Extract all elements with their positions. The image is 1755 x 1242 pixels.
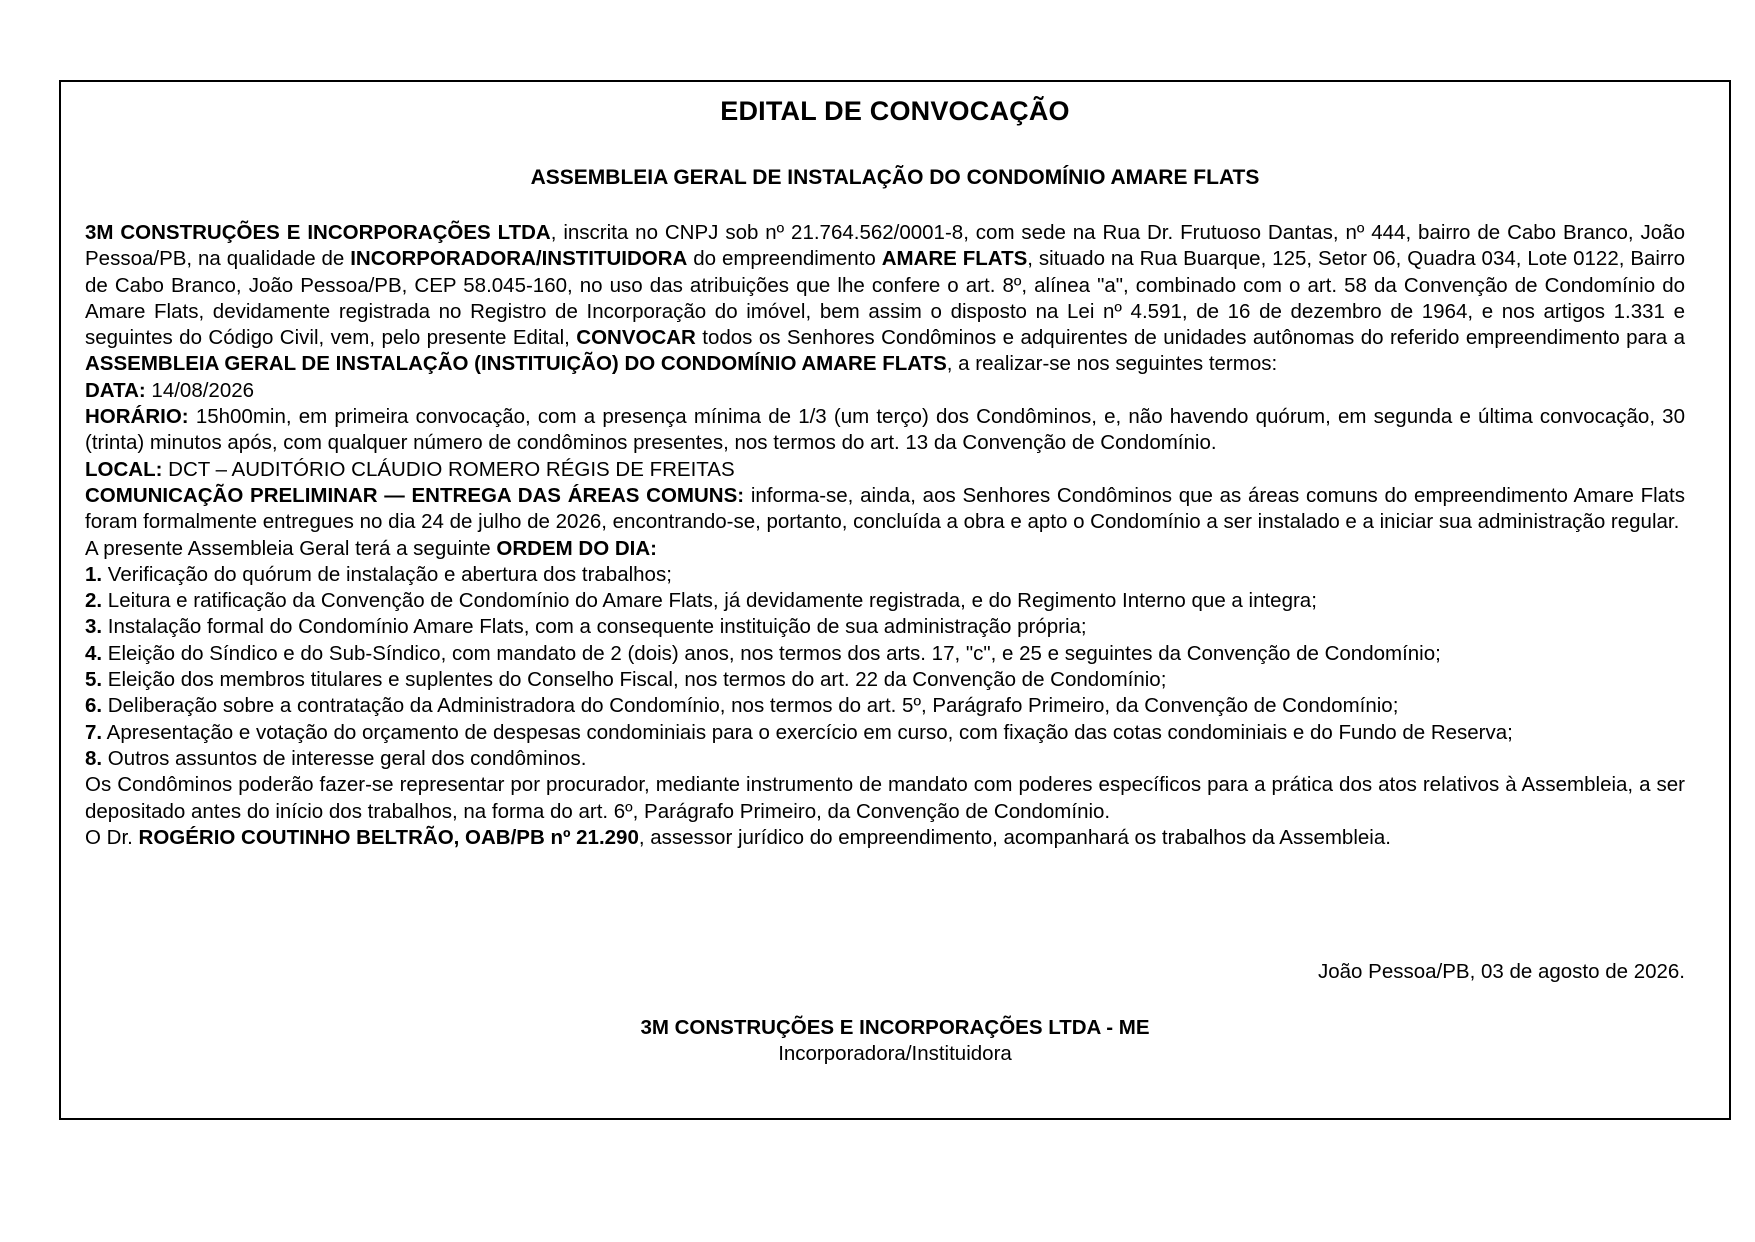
- advisor-name: ROGÉRIO COUTINHO BELTRÃO, OAB/PB nº 21.290: [138, 825, 639, 849]
- intro-text-3: , situado na Rua Buarque, 125, Setor 06, Quadra 034, Lote 0122, Bairro de Cabo Branco, João Pessoa/PB, CEP 58.045-160, no uso das atribuições que lhe confere o art. 8º, alínea "a", combinado com o art. 58 da Convenção de Condomínio do Amare Flats, devidamente registrada no Registro de Incorporação do imóvel, bem assim o disposto na Lei nº 4.591, de 16 de dezembro de 1964, e nos artigos 1.331 e seguintes do Código Civil, vem, pelo presente Edital,: [85, 247, 1686, 350]
- page-title: EDITAL DE CONVOCAÇÃO: [720, 96, 1070, 126]
- agenda-item: [85, 588, 1685, 614]
- agenda-item-number: 7.: [85, 720, 103, 744]
- date-value: 14/08/2026: [145, 378, 255, 402]
- preliminary-text: informa-se, ainda, aos Senhores Condôminos que as áreas comuns do empreendimento Amare Flats foram formalmente entregues no dia 24 de julho de 2026, encontrando-se, portanto, concluída a obra e apto o Condomínio a ser instalado e a iniciar sua administração regular.: [85, 483, 1686, 534]
- agenda-item-text: Leitura e ratificação da Convenção de Condomínio do Amare Flats, já devidamente registrada, e do Regimento Interno que a integra;: [102, 589, 1317, 613]
- agenda-item: [85, 667, 1685, 693]
- company-name: 3M CONSTRUÇÕES E INCORPORAÇÕES LTDA: [85, 221, 551, 244]
- advisor-suffix: , assessor jurídico do empreendimento, acompanhará os trabalhos da Assembleia.: [638, 825, 1391, 849]
- location-label: LOCAL:: [85, 457, 163, 481]
- agenda-item: [85, 641, 1685, 667]
- agenda-intro-text: A presente Assembleia Geral terá a seguinte: [85, 536, 497, 560]
- agenda-item-text: Outros assuntos de interesse geral dos condôminos.: [102, 746, 587, 770]
- agenda-item-text: Eleição dos membros titulares e suplentes do Conselho Fiscal, nos termos do art. 22 da Convenção de Condomínio;: [102, 668, 1167, 692]
- developer-role: INCORPORADORA/INSTITUIDORA: [350, 247, 688, 271]
- notice-frame: [59, 80, 1731, 1120]
- convocar-word: CONVOCAR: [576, 326, 696, 350]
- intro-text-2: do empreendimento: [687, 247, 882, 271]
- agenda-label: ORDEM DO DIA:: [496, 536, 657, 560]
- agenda-item: [85, 746, 1685, 772]
- time-value: 15h00min, em primeira convocação, com a presença mínima de 1/3 (um terço) dos Condôminos, e, não havendo quórum, em segunda e última convocação, 30 (trinta) minutos após, com qualquer número de condôminos presentes, nos termos do art. 13 da Convenção de Condomínio.: [85, 405, 1685, 455]
- agenda-item: [85, 614, 1685, 640]
- location-field: [85, 457, 1685, 483]
- agenda-item: [85, 693, 1685, 719]
- advisor-prefix: O Dr.: [85, 825, 139, 849]
- legal-advisor-paragraph: [85, 825, 1685, 851]
- agenda-item-number: 8.: [85, 746, 103, 770]
- signature-company: 3M CONSTRUÇÕES E INCORPORAÇÕES LTDA - ME: [640, 1016, 1150, 1039]
- preliminary-notice: [85, 483, 1685, 536]
- agenda-item: [85, 562, 1685, 588]
- agenda-item-text: Instalação formal do Condomínio Amare Flats, com a consequente instituição de sua administração própria;: [102, 615, 1087, 639]
- date-field: [85, 378, 1685, 404]
- intro-text-1: , inscrita no CNPJ sob nº 21.764.562/0001-8, com sede na Rua Dr. Frutuoso Dantas, nº 444, bairro de Cabo Branco, João Pessoa/PB, na qualidade de: [85, 221, 1685, 271]
- proxy-paragraph: Os Condôminos poderão fazer-se representar por procurador, mediante instrumento de mandato com poderes específicos para a prática dos atos relativos à Assembleia, a ser depositado antes do início dos trabalhos, na forma do art. 6º, Parágrafo Primeiro, da Convenção de Condomínio.: [85, 773, 1685, 823]
- location-value: DCT – AUDITÓRIO CLÁUDIO ROMERO RÉGIS DE FREITAS: [162, 457, 735, 481]
- agenda-item-number: 2.: [85, 589, 103, 613]
- assembly-name: ASSEMBLEIA GERAL DE INSTALAÇÃO (INSTITUIÇÃO) DO CONDOMÍNIO AMARE FLATS: [85, 352, 947, 376]
- date-label: DATA:: [85, 378, 146, 402]
- signature-role: Incorporadora/Instituidora: [778, 1042, 1012, 1065]
- project-name: AMARE FLATS: [881, 247, 1028, 271]
- agenda-item-number: 1.: [85, 562, 103, 586]
- agenda-item-text: Eleição do Síndico e do Sub-Síndico, com mandato de 2 (dois) anos, nos termos dos arts. 17, "c", e 25 e seguintes da Convenção de Condomínio;: [102, 641, 1441, 665]
- intro-text-4: todos os Senhores Condôminos e adquirentes de unidades autônomas do referido empreendimento para a: [695, 326, 1685, 350]
- page-subtitle: ASSEMBLEIA GERAL DE INSTALAÇÃO DO CONDOMÍNIO AMARE FLATS: [530, 166, 1260, 189]
- intro-text-5: , a realizar-se nos seguintes termos:: [946, 352, 1278, 376]
- agenda-intro: [85, 536, 1685, 562]
- agenda-item-number: 5.: [85, 668, 103, 692]
- notice-body: [85, 220, 1685, 851]
- intro-paragraph: [85, 220, 1685, 378]
- time-label: HORÁRIO:: [85, 405, 189, 429]
- agenda-item-number: 3.: [85, 615, 103, 639]
- agenda-item-number: 4.: [85, 641, 103, 665]
- agenda-item-text: Apresentação e votação do orçamento de despesas condominiais para o exercício em curso, com fixação das cotas condominiais e do Fundo de Reserva;: [102, 720, 1513, 744]
- agenda-item: [85, 720, 1685, 746]
- agenda-item-text: Verificação do quórum de instalação e abertura dos trabalhos;: [102, 562, 672, 586]
- agenda-item-number: 6.: [85, 694, 103, 718]
- agenda-item-text: Deliberação sobre a contratação da Administradora do Condomínio, nos termos do art. 5º, Parágrafo Primeiro, da Convenção de Condomínio;: [102, 694, 1399, 718]
- place-date-line: João Pessoa/PB, 03 de agosto de 2026.: [1318, 960, 1685, 983]
- preliminary-label: COMUNICAÇÃO PRELIMINAR — ENTREGA DAS ÁREAS COMUNS:: [85, 483, 745, 507]
- time-field: [85, 404, 1685, 457]
